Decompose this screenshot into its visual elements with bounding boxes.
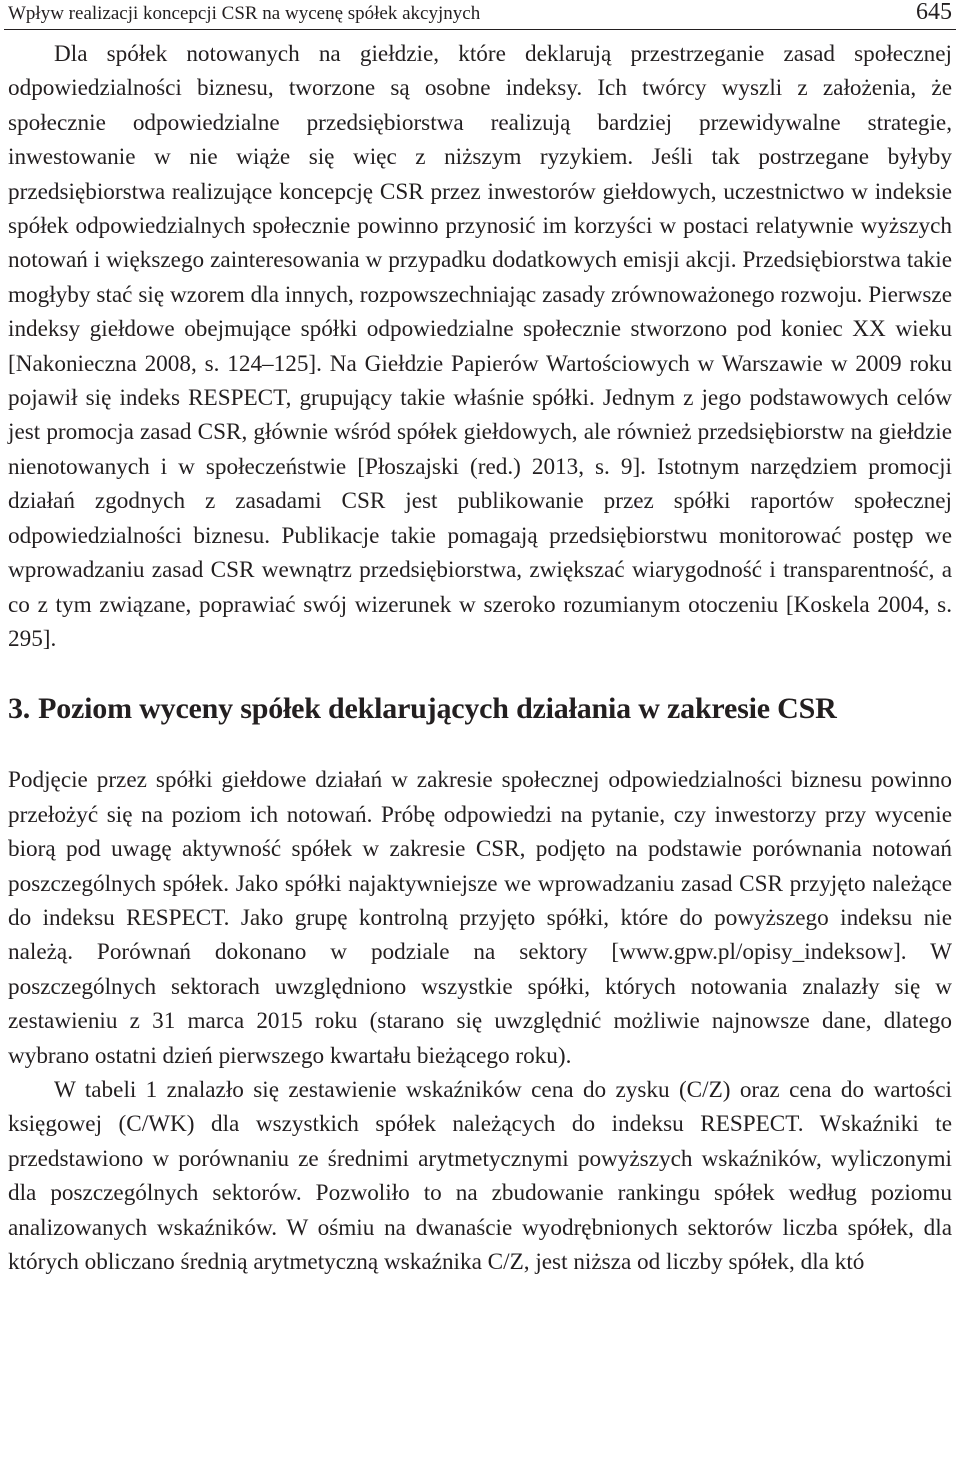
page-number: 645: [916, 0, 952, 25]
running-title: Wpływ realizacji koncepcji CSR na wycenę spółek akcyjnych: [8, 3, 481, 24]
running-header: [8, 0, 952, 26]
section-heading: [8, 691, 952, 727]
section-number: 3.: [8, 692, 31, 726]
header-rule: [4, 29, 956, 30]
paragraph-respect-index: Dla spółek notowanych na giełdzie, które deklarują przestrzeganie zasad społecznej odpowiedzialności biznesu, tworzone są osobne indeksy. Ich twórcy wyszli z założenia, że społecznie odpowiedzialne przedsiębiorstwa realizują bardziej przewidywalne strategie, inwestowanie w nie wiąże się więc z niższym ryzykiem. Jeśli tak postrzegane byłyby przedsiębiorstwa realizujące koncepcję CSR przez inwestorów giełdowych, uczestnictwo w indeksie spółek odpowiedzialnych społecznie powinno przynosić im korzyści w postaci relatywnie wyższych notowań i większego zainteresowania w przypadku dodatkowych emisji akcji. Przedsiębiorstwa takie mogłyby stać się wzorem dla innych, rozpowszechniając zasady zrównoważonego rozwoju. Pierwsze indeksy giełdowe obejmujące spółki odpowiedzialne społecznie stworzono pod koniec XX wieku [Nakonieczna 2008, s. 124–125]. Na Giełdzie Papierów Wartościowych w Warszawie w 2009 roku pojawił się indeks RESPECT, grupujący takie właśnie spółki. Jednym z jego podstawowych celów jest promocja zasad CSR, głównie wśród spółek giełdowych, ale również przedsiębiorstw na giełdzie nienotowanych i w społeczeństwie [Płoszajski (red.) 2013, s. 9]. Istotnym narzędziem promocji działań zgodnych z zasadami CSR jest publikowanie przez spółki raportów społecznej odpowiedzialności biznesu. Publikacje takie pomagają przedsiębiorstwu monitorować postęp we wprowadzaniu zasad CSR wewnątrz przedsiębiorstwa, zwiększać wiarygodność i transparentność, a co z tym związane, poprawiać swój wizerunek w szeroko rozumianym otoczeniu [Koskela 2004, s. 295].: [8, 41, 952, 652]
paragraph-table-intro: W tabeli 1 znalazło się zestawienie wskaźników cena do zysku (C/Z) oraz cena do wartości księgowej (C/WK) dla wszystkich spółek należących do indeksu RESPECT. Wskaźniki te przedstawiono w porównaniu ze średnimi arytmetycznymi powyższych wskaźników, wyliczonymi dla poszczególnych sektorów. Pozwoliło to na zbudowanie rankingu spółek według poziomu analizowanych wskaźników. W ośmiu na dwanaście wyodrębnionych sektorów liczba spółek, dla których obliczano średnią arytmetyczną wskaźnika C/Z, jest niższa od liczby spółek, dla któ: [8, 1076, 952, 1275]
paragraph-methodology: Podjęcie przez spółki giełdowe działań w zakresie społecznej odpowiedzialności biznesu powinno przełożyć się na poziom ich notowań. Próbę odpowiedzi na pytanie, czy inwestorzy przy wycenie biorą pod uwagę aktywność spółek w zakresie CSR, podjęto na podstawie porównania notowań poszczególnych spółek. Jako spółki najaktywniejsze we wprowadzaniu zasad CSR przyjęto należące do indeksu RESPECT. Jako grupę kontrolną przyjęto spółki, które do powyższego indeksu nie należą. Porównań dokonano w podziale na sektory [www.gpw.pl/opisy_indeksow]. W poszczególnych sektorach uwzględniono wszystkie spółki, których notowania znalazły się w zestawieniu z 31 marca 2015 roku (starano się uwzględnić możliwie najnowsze dane, dlatego wybrano ostatni dzień pierwszego kwartału bieżącego roku).: [8, 767, 952, 1069]
section-title: Poziom wyceny spółek deklarujących działania w zakresie CSR: [38, 692, 837, 726]
page-body: [8, 37, 952, 1279]
